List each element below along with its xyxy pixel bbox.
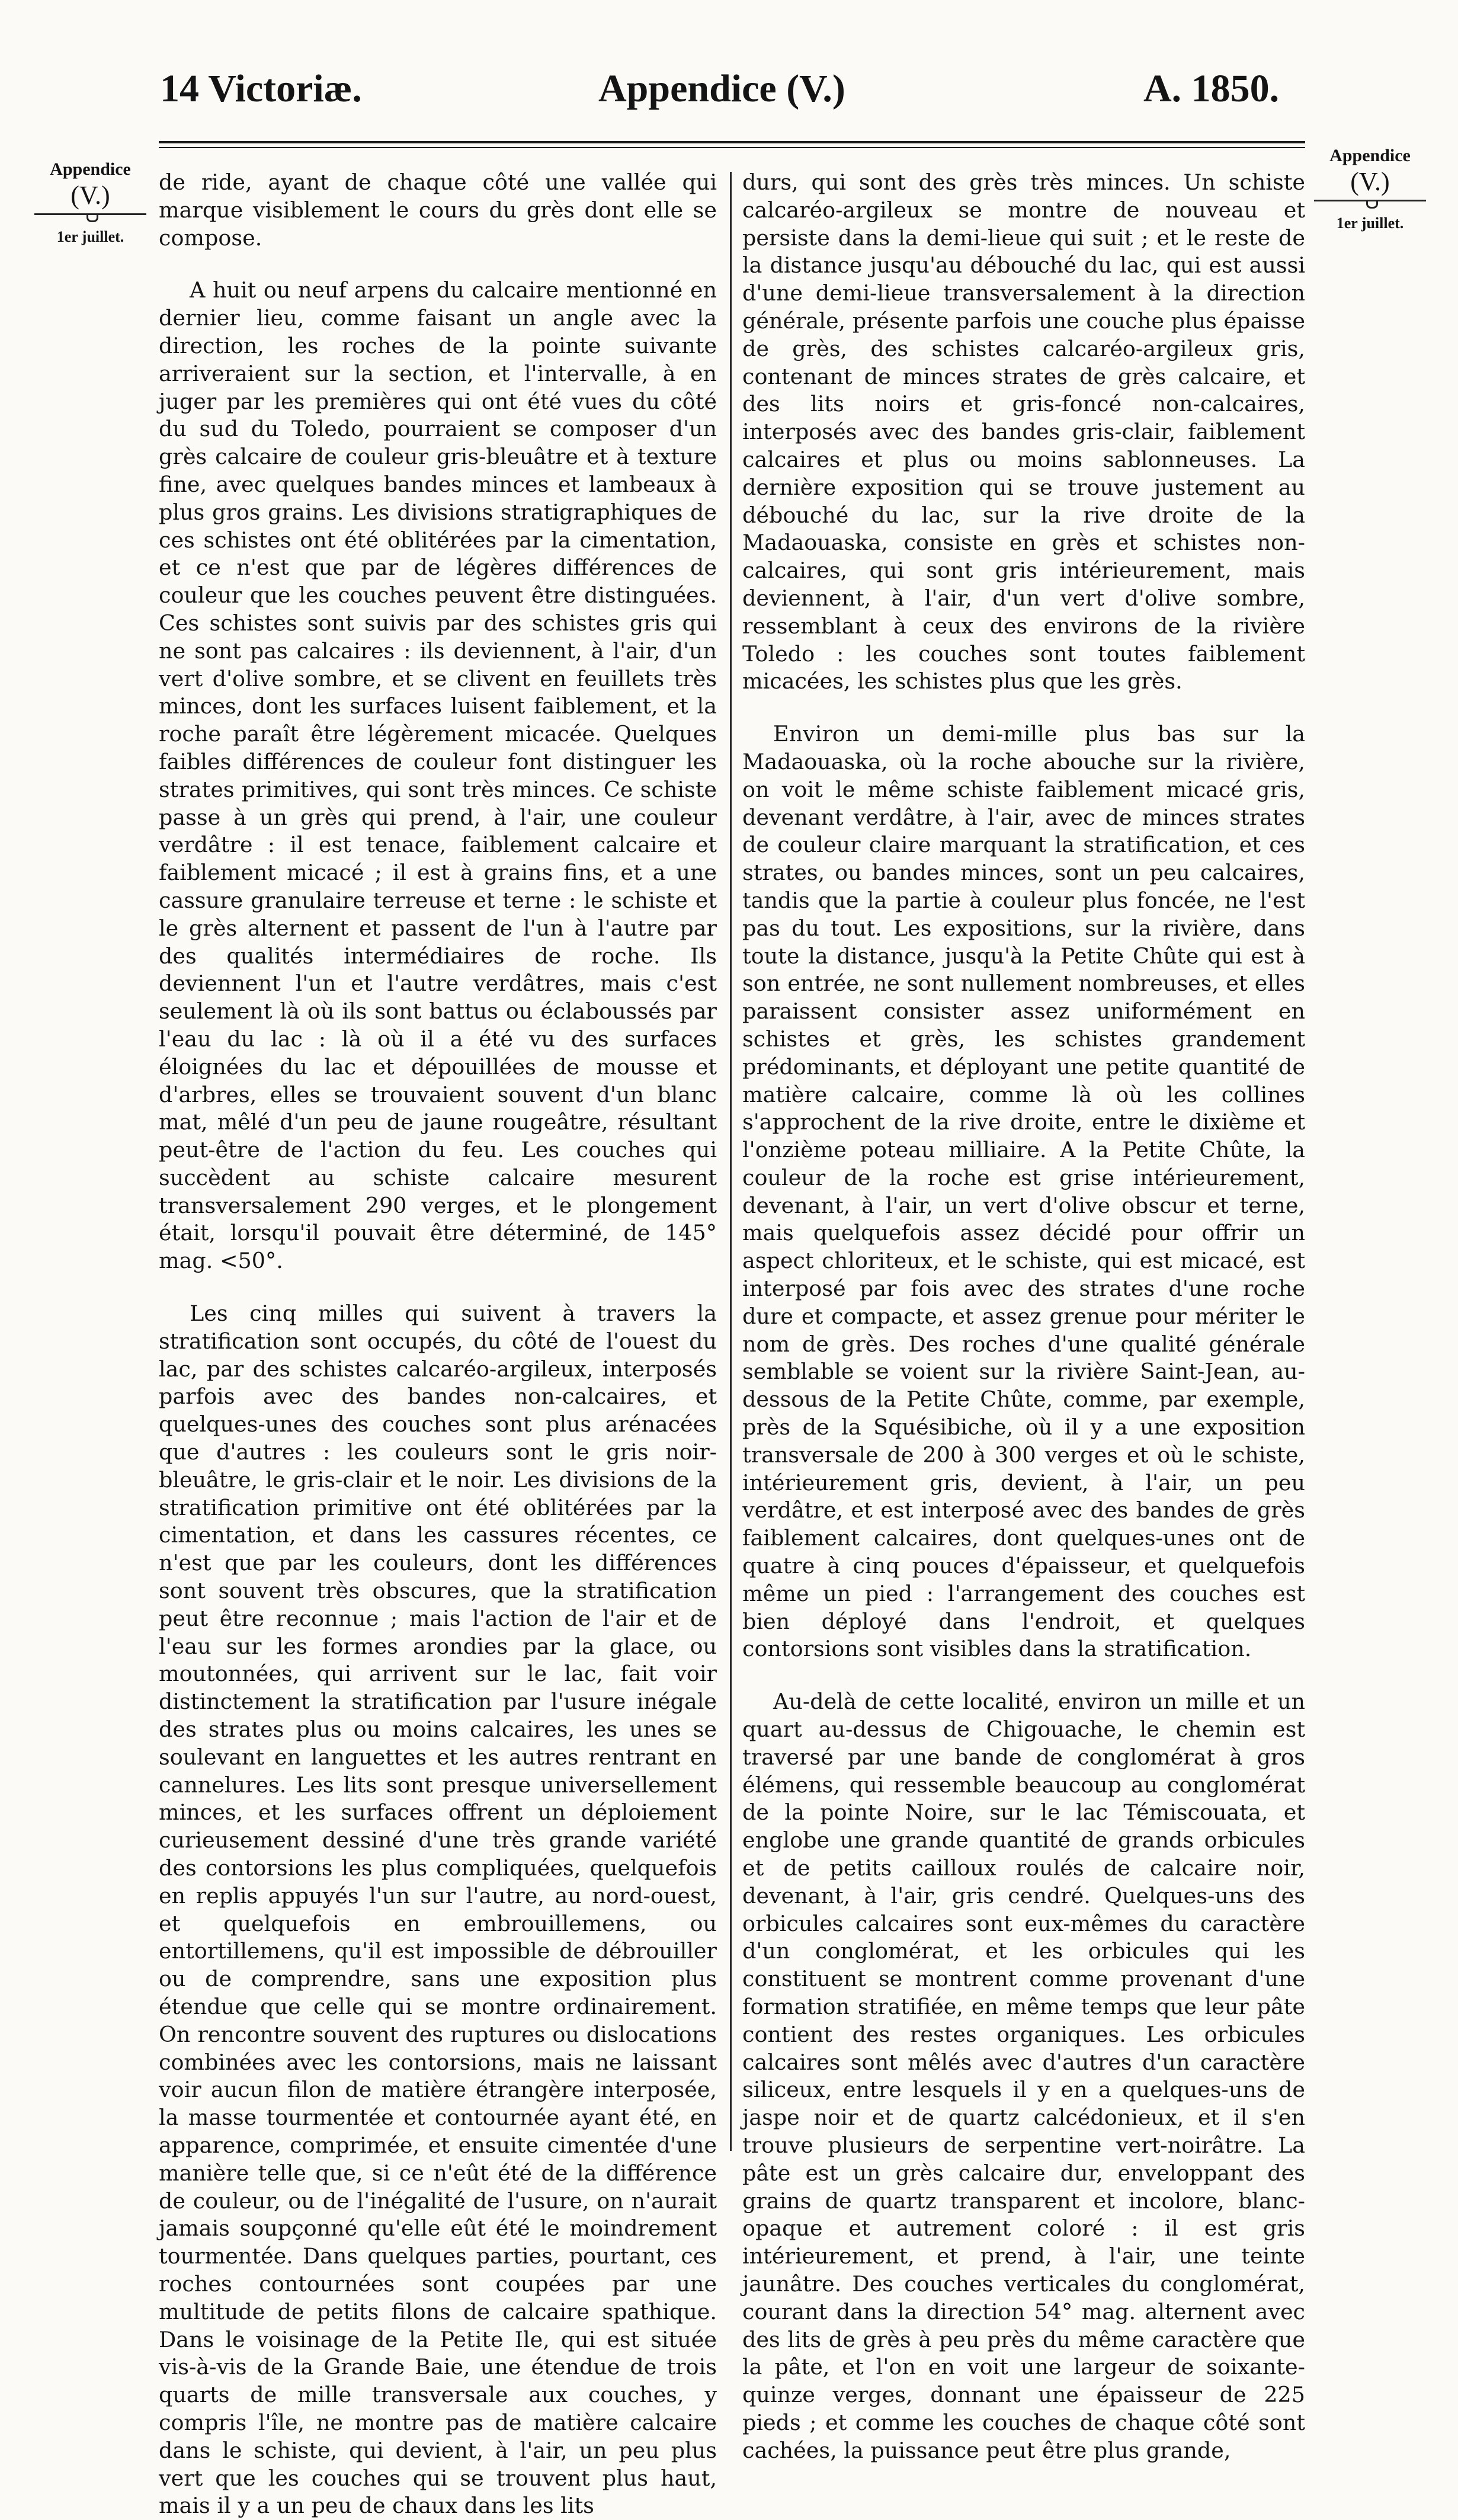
margin-brace — [34, 213, 146, 225]
margin-brace — [1314, 200, 1426, 211]
header-thick-rule — [159, 141, 1305, 143]
column-divider — [730, 172, 732, 2151]
text-column-right — [742, 169, 1305, 2463]
paragraph: Au-delà de cette localité, environ un mille et un quart au-dessus de Chigouache, le chemin est traversé par une bande de conglomérat à gros élémens, qui ressemble beaucoup au conglomérat de la pointe Noire, sur le lac Témiscouata, et englobe une grande quantité de grands orbicules et de petits cailloux roulés de calcaire noir, devenant, à l'air, gris cendré. Quelques-uns des orbicules calcaires sont eux-mêmes du caractère d'un conglomérat, et les orbicules qui les constituent se montrent comme provenant d'une formation stratifiée, en même temps que leur pâte contient des restes organiques. Les orbicules calcaires sont mêlés avec d'autres d'un caractère siliceux, entre lesquels il y en a quelques-uns de jaspe noir et de quartz calcédonieux, et il s'en trouve plusieurs de serpentine vert-noirâtre. La pâte est un grès calcaire dur, enveloppant des grains de quartz transparent et incolore, blanc-opaque et autrement coloré : il est gris intérieurement, et prend, à l'air, une teinte jaunâtre. Des couches verticales du conglomérat, courant dans la direction 54° mag. alternent avec des lits de grès à peu près du même caractère que la pâte, et l'on en voit une largeur de soixante-quinze verges, donnant une épaisseur de 225 pieds ; et comme les couches de chaque côté sont cachées, la puissance peut être plus grande, — [742, 1689, 1305, 2463]
margin-section-label: (V.) — [71, 181, 110, 210]
running-header — [0, 56, 1458, 121]
header-session: 14 Victoriæ. — [160, 67, 362, 110]
paragraph: Les cinq milles qui suivent à travers la stratification sont occupés, du côté de l'ouest du lac, par des schistes calcaréo-argileux, interposés parfois avec des bandes non-calcaires, et quelques-unes des couches sont plus arénacées que d'autres : les couleurs sont le gris noir-bleuâtre, le gris-clair et le noir. Les divisions de la stratification primitive ont été oblitérées par la cimentation, et dans les cassures récentes, ce n'est que par les couleurs, dont les différences sont souvent très obscures, que la stratification peut être reconnue ; mais l'action de l'air et de l'eau sur les formes arondies par la glace, ou moutonnées, qui arrivent sur le lac, fait voir distinctement la stratification par l'usure inégale des strates plus ou moins calcaires, les unes se soulevant en languettes et les autres rentrant en cannelures. Les lits sont presque universellement minces, et les surfaces offrent un déploiement curieusement dessiné d'une très grande variété des contorsions les plus compliquées, quelquefois en replis appuyés l'un sur l'autre, au nord-ouest, et quelquefois en embrouillemens, ou entortillemens, qu'il est impossible de débrouiller ou de comprendre, sans une exposition plus étendue que celle qui se montre ordinairement. On rencontre souvent des ruptures ou dislocations combinées avec les contorsions, mais ne laissant voir aucun filon de matière étrangère interposée, la masse tourmentée et contournée ayant été, en apparence, comprimée, et ensuite cimentée d'une manière telle que, si ce n'eût été de la différence de couleur, ou de l'inégalité de l'usure, on n'aurait jamais soupçonné qu'elle eût été le moindrement tourmentée. Dans quelques parties, pourtant, ces roches contournées sont coupées par une multitude de petits filons de calcaire spathique. Dans le voisinage de la Petite Ile, qui est située vis-à-vis de la Grande Baie, une étendue de trois quarts de mille transversale aux couches, y compris l'île, ne montre pas de matière calcaire dans le schiste, qui devient, à l'air, un peu plus vert que les couches qui se trouvent plus haut, mais il y a un peu de chaux dans les lits — [159, 1301, 717, 2519]
header-appendix-title: Appendice (V.) — [598, 67, 845, 110]
paragraph: Environ un demi-mille plus bas sur la Madaouaska, où la roche abouche sur la rivière, on voit le même schiste faiblement micacé gris, devenant verdâtre, à l'air, avec de minces strates de couleur claire marquant la stratification, et ces strates, ou bandes minces, sont un peu calcaires, tandis que la partie à couleur plus foncée, ne l'est pas du tout. Les expositions, sur la rivière, dans toute la distance, jusqu'à la Petite Chûte qui est à son entrée, ne sont nullement nombreuses, et elles paraissent consister assez uniformément en schistes et grès, les schistes grandement prédominants, et déployant une petite quantité de matière calcaire, comme là où les collines s'approchent de la rive droite, entre le dixième et l'onzième poteau milliaire. A la Petite Chûte, la couleur de la roche est grise intérieurement, devenant, à l'air, un vert d'olive obscur et terne, mais quelquefois assez décidé pour offrir un aspect chloriteux, et le schiste, qui est micacé, est interposé par fois avec des strates d'une roche dure et compacte, et assez grenue pour mériter le nom de grès. Des roches d'une qualité générale semblable se voient sur la rivière Saint-Jean, au-dessous de la Petite Chûte, comme, par exemple, près de la Squésibiche, où il y a une exposition transversale de 200 à 300 verges et où le schiste, intérieurement gris, devient, à l'air, un peu verdâtre, et est interposé avec des bandes de grès faiblement calcaires, dont quelques-unes ont de quatre à cinq pouces d'épaisseur, et quelquefois même un pied : l'arrangement des couches est bien déployé dans l'endroit, et quelques contorsions sont visibles dans la stratification. — [742, 721, 1305, 1662]
paragraph: durs, qui sont des grès très minces. Un schiste calcaréo-argileux se montre de nouveau et persiste dans la demi-lieue qui suit ; et le reste de la distance jusqu'au débouché du lac, qui est aussi d'une demi-lieue transversalement à la direction générale, présente parfois une couche plus épaisse de grès, des schistes calcaréo-argileux gris, contenant de minces strates de grès calcaire, et des lits noirs et gris-foncé non-calcaires, interposés avec des bandes gris-clair, faiblement calcaires et plus ou moins sablonneuses. La dernière exposition qui se trouve justement au débouché du lac, sur la rive droite de la Madaouaska, consiste en grès et schistes non-calcaires, qui sont gris intérieurement, mais deviennent, à l'air, d'un vert d'olive sombre, ressemblant à ceux des environs de la rivière Toledo : les couches sont toutes faiblement micacées, les schistes plus que les grès. — [742, 169, 1305, 694]
margin-appendix-label: Appendice — [50, 159, 131, 179]
paragraph: de ride, ayant de chaque côté une vallée qui marque visiblement le cours du grès dont elle se compose. — [159, 169, 717, 251]
margin-note-left — [24, 159, 157, 247]
text-column-left — [159, 169, 717, 2519]
margin-date: 1er juillet. — [1336, 214, 1404, 232]
header-thin-rule — [159, 147, 1305, 148]
margin-appendix-label: Appendice — [1329, 146, 1411, 165]
header-year: A. 1850. — [1143, 67, 1280, 110]
paragraph: A huit ou neuf arpens du calcaire mentionné en dernier lieu, comme faisant un angle avec la direction, les roches de la pointe suivante arriveraient sur la section, et l'intervalle, à en juger par les premières qui ont été vues du côté du sud du Toledo, pourraient se composer d'un grès calcaire de couleur gris-bleuâtre et à texture fine, avec quelques bandes minces et lambeaux à plus gros grains. Les divisions stratigraphiques de ces schistes ont été oblitérées par la cimentation, et ce n'est que par de légères différences de couleur que les couches peuvent être distinguées. Ces schistes sont suivis par des schistes gris qui ne sont pas calcaires : ils deviennent, à l'air, d'un vert d'olive sombre, et se clivent en feuillets très minces, dont les surfaces luisent faiblement, et la roche paraît être légèrement micacée. Quelques faibles différences de couleur font distinguer les strates primitives, qui sont très minces. Ce schiste passe à un grès qui prend, à l'air, une couleur verdâtre : il est tenace, faiblement calcaire et faiblement micacé ; il est à grains fins, et a une cassure granulaire terreuse et terne : le schiste et le grès alternent et passent de l'un à l'autre par des qualités intermédiaires de roche. Ils deviennent l'un et l'autre verdâtres, mais c'est seulement là où ils sont battus ou éclaboussés par l'eau du lac : là où il a été vu des surfaces éloignées du lac et dépouillées de mousse et d'arbres, elles se trouvaient souvent d'un blanc mat, mêlé d'un peu de jaune rougeâtre, résultant peut-être de l'action du feu. Les couches qui succèdent au schiste calcaire mesurent transversalement 290 verges, et le plongement était, lorsqu'il pouvait être déterminé, de 145° mag. <50°. — [159, 277, 717, 1274]
margin-note-right — [1303, 145, 1437, 233]
margin-date: 1er juillet. — [56, 228, 124, 245]
margin-section-label: (V.) — [1350, 167, 1390, 196]
